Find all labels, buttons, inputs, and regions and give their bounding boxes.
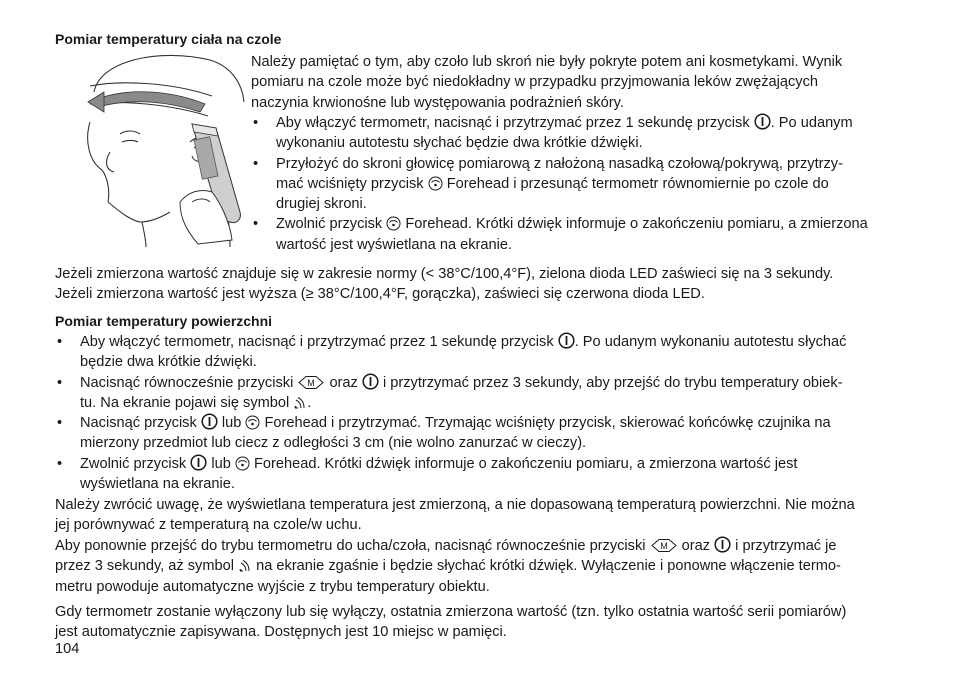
step-text: będzie dwa krótkie dźwięki. [80,354,257,371]
list-item [251,214,911,255]
step-text: Forehead i przytrzymać. Trzymając wciśnięty przycisk, skierować końcówkę czujnika na [264,415,831,432]
list-item [55,373,915,414]
page-number: 104 [55,641,80,657]
step-text: Forehead i przesunąć termometr równomiernie po czole do [446,175,829,192]
mode-button-icon [650,538,678,553]
forehead-measurement-illustration [80,52,250,247]
section-heading-forehead: Pomiar temperatury ciała na czole [55,31,282,47]
step-text: wykonaniu autotestu słychać będzie dwa krótkie dźwięki. [276,135,643,152]
step-text: mierzony przedmiot lub ciecz z odległości 3 cm (nie wolno zanurzać w cieczy). [80,435,587,452]
list-item [55,413,915,454]
list-item [251,154,911,215]
step-text: . Po udanym [770,115,853,131]
intro-line: pomiaru na czole może być niedokładny w przypadku przyjmowania leków zwężających [251,74,818,91]
step-text: tu. Na ekranie pojawi się symbol [80,394,290,411]
section-heading-surface: Pomiar temperatury powierzchni [55,313,273,329]
memory-paragraph [55,602,925,643]
paragraph-text: i przytrzymać je [735,538,837,554]
step-text: Nacisnąć równocześnie przyciski [80,374,294,391]
step-text: lub [221,415,242,432]
step-text: mać wciśnięty przycisk [276,175,424,192]
memory-line: jest automatycznie zapisywana. Dostępnych jest 10 miejsc w pamięci. [55,624,507,641]
step-text: Nacisnąć przycisk [80,415,197,432]
forehead-steps-list [251,113,911,255]
return-mode-paragraph [55,536,925,597]
intro-line: naczynia krwionośne lub występowania podrażnień skóry. [251,94,624,111]
bullet-mark: • [253,155,259,172]
step-text: Przyłożyć do skroni głowicę pomiarową z nałożoną nasadką czołową/pokrywą, przytrzy- [276,155,843,172]
bullet-mark: • [57,415,63,432]
step-text: . Po udanym wykonaniu autotestu słychać [574,334,847,350]
mode-button-icon [297,375,325,390]
step-text: . [307,394,312,411]
note-line: Należy zwrócić uwagę, że wyświetlana temperatura jest zmierzoną, a nie dopasowaną temperaturą powierzchni. Nie można [55,497,855,513]
paragraph-text: przez 3 sekundy, aż symbol [55,558,234,575]
mode-button-letter: M [659,541,668,551]
led-info-paragraph [55,264,833,305]
step-text: oraz [329,374,358,391]
paragraph-text: oraz [681,538,711,554]
led-line: Jeżeli zmierzona wartość znajduje się w zakresie normy (< 38°C/100,4°F), zielona dioda LED zaświeci się na 3 sekundy. [55,266,834,282]
list-item [251,113,911,154]
forehead-button-icon [235,456,250,471]
step-text: wartość jest wyświetlana na ekranie. [276,236,513,253]
step-text: lub [211,455,231,472]
list-item [55,332,915,373]
forehead-button-icon [428,176,443,191]
surface-steps-list [55,332,915,494]
paragraph-text: Aby ponownie przejść do trybu termometru do ucha/czoła, nacisnąć równocześnie przyciski [55,538,646,554]
surface-symbol-icon [238,559,252,573]
surface-symbol-icon [293,396,307,410]
paragraph-text: metru powoduje automatyczne wyjście z trybu temperatury obiektu. [55,578,490,595]
bullet-mark: • [57,374,63,391]
step-text: i przytrzymać przez 3 sekundy, aby przejść do trybu temperatury obiek- [382,374,843,391]
forehead-button-icon [245,415,260,430]
memory-line: Gdy termometr zostanie wyłączony lub się wyłączy, ostatnia zmierzona wartość (tzn. tylko ostatnia wartość serii pomiarów) [55,604,847,620]
power-button-icon [362,373,379,390]
forehead-intro-paragraph [251,52,842,113]
step-text: Aby włączyć termometr, nacisnąć i przytrzymać przez 1 sekundę przycisk [276,115,750,131]
step-text: drugiej skroni. [276,196,367,213]
power-button-icon [201,413,218,430]
mode-button-letter: M [307,377,316,388]
power-button-icon [754,113,771,130]
bullet-mark: • [57,334,63,350]
power-button-icon [190,454,207,471]
forehead-button-icon [386,216,401,231]
bullet-mark: • [253,115,259,131]
bullet-mark: • [57,455,63,472]
step-text: Zwolnić przycisk [80,455,187,472]
intro-line: Należy pamiętać o tym, aby czoło lub skroń nie były pokryte potem ani kosmetykami. Wynik [251,54,843,70]
led-line: Jeżeli zmierzona wartość jest wyższa (≥ 38°C/100,4°F, gorączka), zaświeci się czerwona dioda LED. [55,286,705,303]
list-item [55,454,915,495]
power-button-icon [558,332,575,349]
bullet-mark: • [253,216,259,233]
step-text: wyświetlana na ekranie. [80,476,235,493]
step-text: Zwolnić przycisk [276,216,383,233]
paragraph-text: na ekranie zgaśnie i będzie słychać krótki dźwięk. Wyłączenie i ponowne włączenie termo- [256,558,841,575]
step-text: Forehead. Krótki dźwięk informuje o zakończeniu pomiaru, a zmierzona wartość jest [253,455,798,472]
power-button-icon [714,536,731,553]
step-text: Aby włączyć termometr, nacisnąć i przytrzymać przez 1 sekundę przycisk [80,334,554,350]
step-text: Forehead. Krótki dźwięk informuje o zakończeniu pomiaru, a zmierzona [405,216,868,233]
surface-note-paragraph [55,495,925,536]
note-line: jej porównywać z temperaturą na czole/w uchu. [55,517,362,534]
